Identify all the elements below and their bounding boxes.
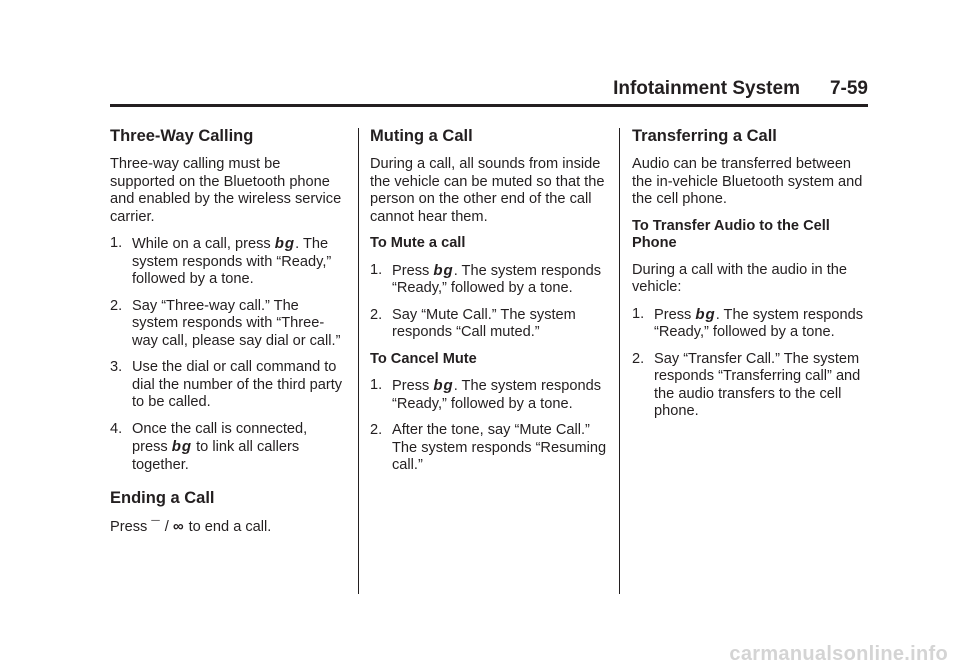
- paragraph: During a call, all sounds from inside the vehicle can be muted so that the person on the other end of the call cannot hear them.: [370, 156, 605, 225]
- list-item: 1. Press bg. The system responds “Ready,” followed by a tone.: [632, 305, 864, 340]
- phone-button-icon: bg: [171, 438, 193, 455]
- heading-three-way-calling: Three-Way Calling: [110, 127, 254, 145]
- list-item: 1. Press bg. The system responds “Ready,” followed by a tone.: [370, 377, 602, 412]
- subheading-to-mute: To Mute a call: [370, 235, 466, 251]
- subheading-transfer-audio: To Transfer Audio to the Cell Phone: [632, 217, 830, 251]
- phone-button-icon: bg: [433, 261, 454, 279]
- column-muting-a-call: [370, 126, 608, 484]
- list-item: 2. Say “Three-way call.” The system responds with “Three-way call, please say dial or call.”: [110, 297, 341, 349]
- paragraph: Press ¯ / ∞ to end a call.: [110, 518, 272, 535]
- paragraph: Three-way calling must be supported on the Bluetooth phone and enabled by the wireless service carrier.: [110, 156, 342, 225]
- list-item: 1. Press bg. The system responds “Ready,” followed by a tone.: [370, 261, 602, 296]
- phone-button-icon: bg: [695, 305, 716, 323]
- list-item: 2. Say “Mute Call.” The system responds “Call muted.”: [370, 306, 576, 340]
- end-call-icon: ¯: [151, 518, 161, 535]
- paragraph: During a call with the audio in the vehicle:: [632, 261, 847, 295]
- phone-button-icon: bg: [433, 377, 454, 394]
- column-divider: [619, 128, 620, 594]
- list-item: 2. After the tone, say “Mute Call.” The system responds “Resuming call.”: [370, 422, 607, 473]
- heading-ending-a-call: Ending a Call: [110, 489, 215, 507]
- section-title: Infotainment System: [613, 78, 800, 99]
- column-transferring-a-call: [632, 126, 870, 430]
- page-number: 7-59: [829, 78, 868, 99]
- list-item: 4. Once the call is connected, press bg to link all callers together.: [110, 420, 308, 473]
- column-three-way-calling: [110, 126, 346, 546]
- list-item: 1. While on a call, press bg. The system responds with “Ready,” followed by a tone.: [110, 235, 332, 287]
- column-divider: [358, 128, 359, 594]
- page-header: [110, 78, 868, 107]
- heading-transferring-a-call: Transferring a Call: [632, 127, 777, 145]
- phone-button-icon: bg: [274, 235, 296, 252]
- list-item: 3. Use the dial or call command to dial the number of the third party to be called.: [110, 359, 343, 410]
- mute-end-icon: ∞: [172, 518, 185, 535]
- list-item: 2. Say “Transfer Call.” The system responds “Transferring call” and the audio transfers to the cell phone.: [632, 350, 861, 419]
- subheading-cancel-mute: To Cancel Mute: [370, 350, 477, 367]
- heading-muting-a-call: Muting a Call: [370, 127, 473, 145]
- paragraph: Audio can be transferred between the in-vehicle Bluetooth system and the cell phone.: [632, 156, 863, 207]
- watermark: carmanualsonline.info: [729, 643, 948, 665]
